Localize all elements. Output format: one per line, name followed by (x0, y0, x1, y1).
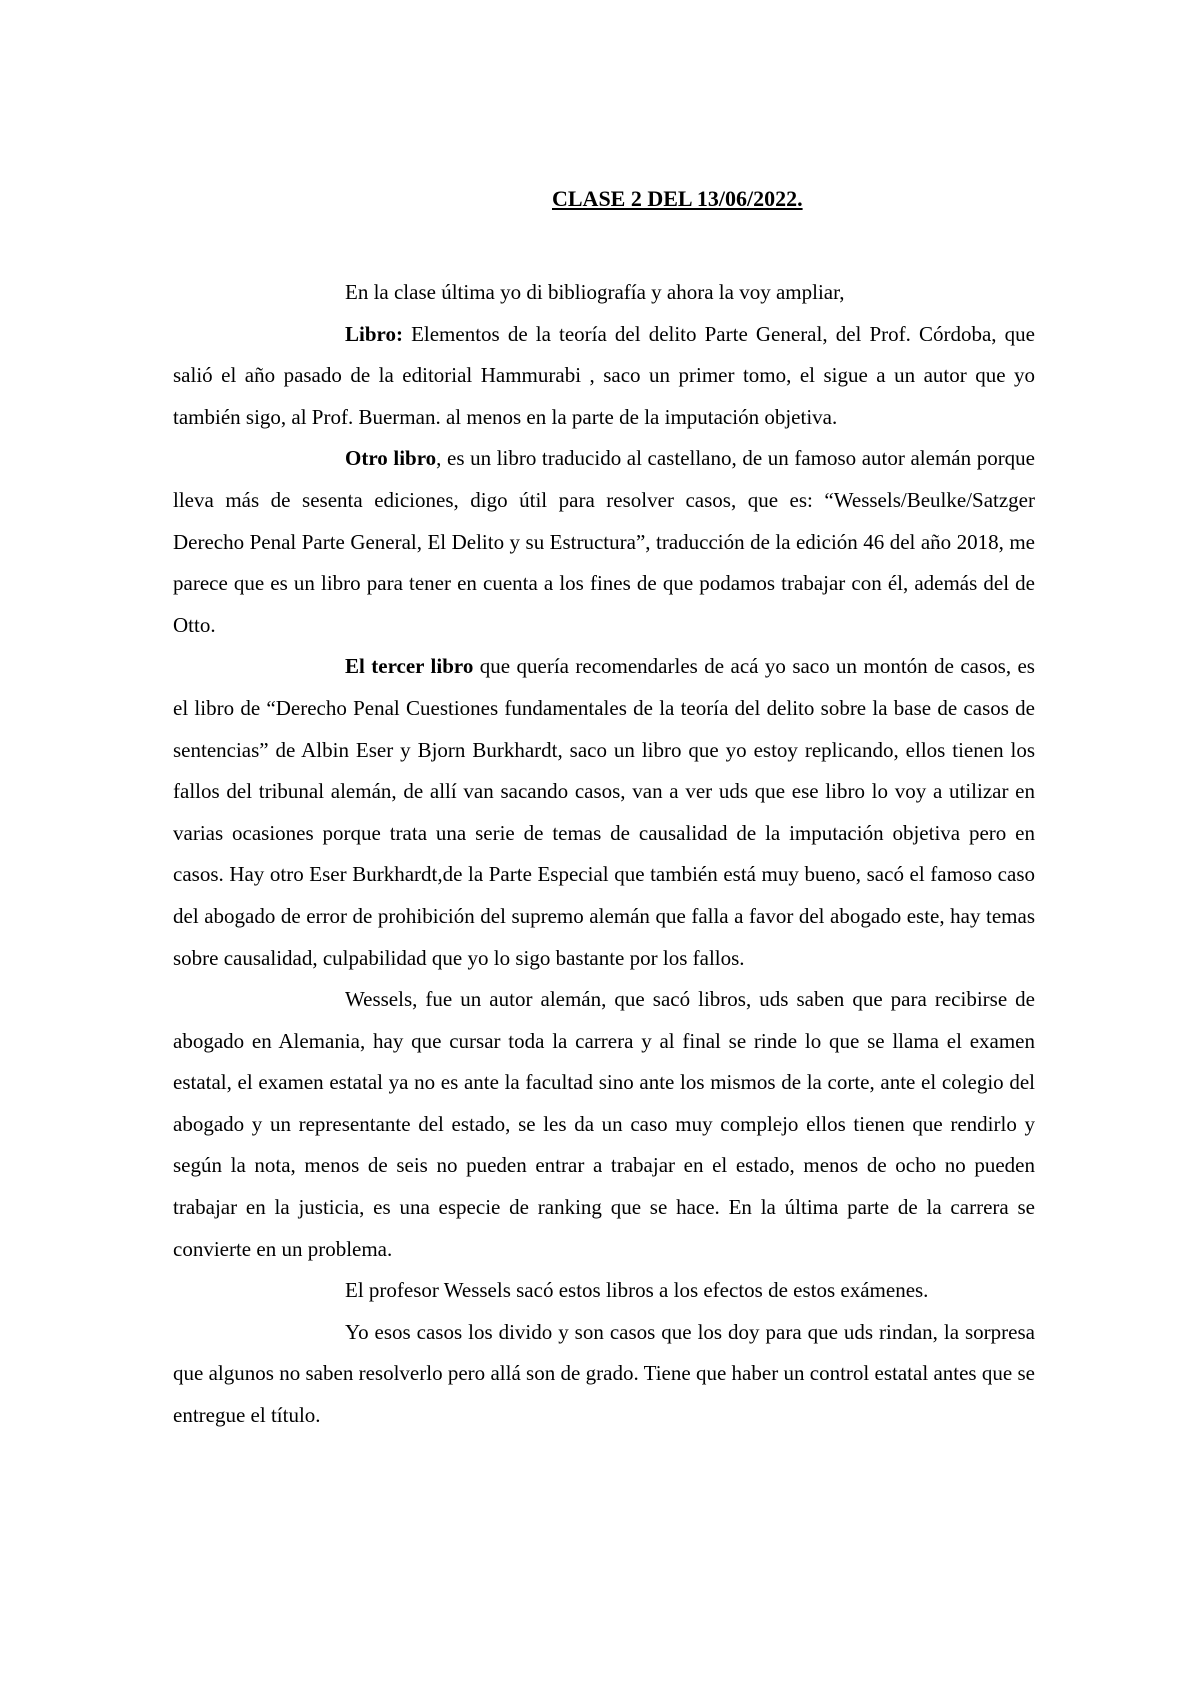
paragraph-tercer-libro (173, 646, 1035, 979)
paragraph-profesor-wessels (173, 1270, 1035, 1312)
paragraph-text: Elementos de la teoría del delito Parte General, del Prof. Córdoba, que salió el año pasado de la editorial Hammurabi , saco un primer tomo, el sigue a un autor que yo también sigo, al Prof. Buerman. al menos en la parte de la imputación objetiva. (173, 321, 1035, 429)
paragraph-lead: Otro libro (345, 446, 437, 471)
paragraph-wessels (173, 979, 1035, 1270)
paragraph-text: Wessels, fue un autor alemán, que sacó libros, uds saben que para recibirse de abogado en Alemania, hay que cursar toda la carrera y al final se rinde lo que se llama el examen estatal, el examen estatal ya no es ante la facultad sino ante los mismos de la corte, ante el colegio del abogado y un representante del estado, se les da un caso muy complejo ellos tienen que rendirlo y según la nota, menos de seis no pueden entrar a trabajar en el estado, menos de ocho no pueden trabajar en la justicia, es una especie de ranking que se hace. En la última parte de la carrera se convierte en un problema. (173, 987, 1035, 1261)
document-title: CLASE 2 DEL 13/06/2022. (552, 186, 803, 211)
paragraph-intro (173, 272, 1035, 314)
paragraph-libro (173, 314, 1035, 439)
paragraph-text: El profesor Wessels sacó estos libros a los efectos de estos exámenes. (345, 1278, 929, 1303)
paragraph-lead: Libro: (345, 321, 403, 346)
paragraph-lead: El tercer libro (345, 654, 474, 679)
paragraph-casos (173, 1312, 1035, 1437)
paragraph-otro-libro (173, 438, 1035, 646)
paragraph-text: Yo esos casos los divido y son casos que los doy para que uds rindan, la sorpresa que algunos no saben resolverlo pero allá son de grado. Tiene que haber un control estatal antes que se entregue el título. (173, 1319, 1035, 1428)
paragraph-text: que quería recomendarles de acá yo saco un montón de casos, es el libro de “Derecho Penal Cuestiones fundamentales de la teoría del delito sobre la base de casos de sentencias” de Albin Eser y Bjorn Burkhardt, saco un libro que yo estoy replicando, ellos tienen los fallos del tribunal alemán, de allí van sacando casos, van a ver uds que ese libro lo voy a utilizar en varias ocasiones porque trata una serie de temas de causalidad de la imputación objetiva pero en casos. Hay otro Eser Burkhardt,de la Parte Especial que también está muy bueno, sacó el famoso caso del abogado de error de prohibición del supremo alemán que falla a favor del abogado este, hay temas sobre causalidad, culpabilidad que yo lo sigo bastante por los fallos. (173, 654, 1035, 970)
paragraph-text: , es un libro traducido al castellano, de un famoso autor alemán porque lleva más de sesenta ediciones, digo útil para resolver casos, que es: “Wessels/Beulke/Satzger Derecho Penal Parte General, El Delito y su Estructura”, traducción de la edición 46 del año 2018, me parece que es un libro para tener en cuenta a los fines de que podamos trabajar con él, además del de Otto. (173, 446, 1036, 637)
paragraph-text: En la clase última yo di bibliografía y ahora la voy ampliar, (345, 280, 845, 304)
document-body (173, 272, 1035, 1437)
